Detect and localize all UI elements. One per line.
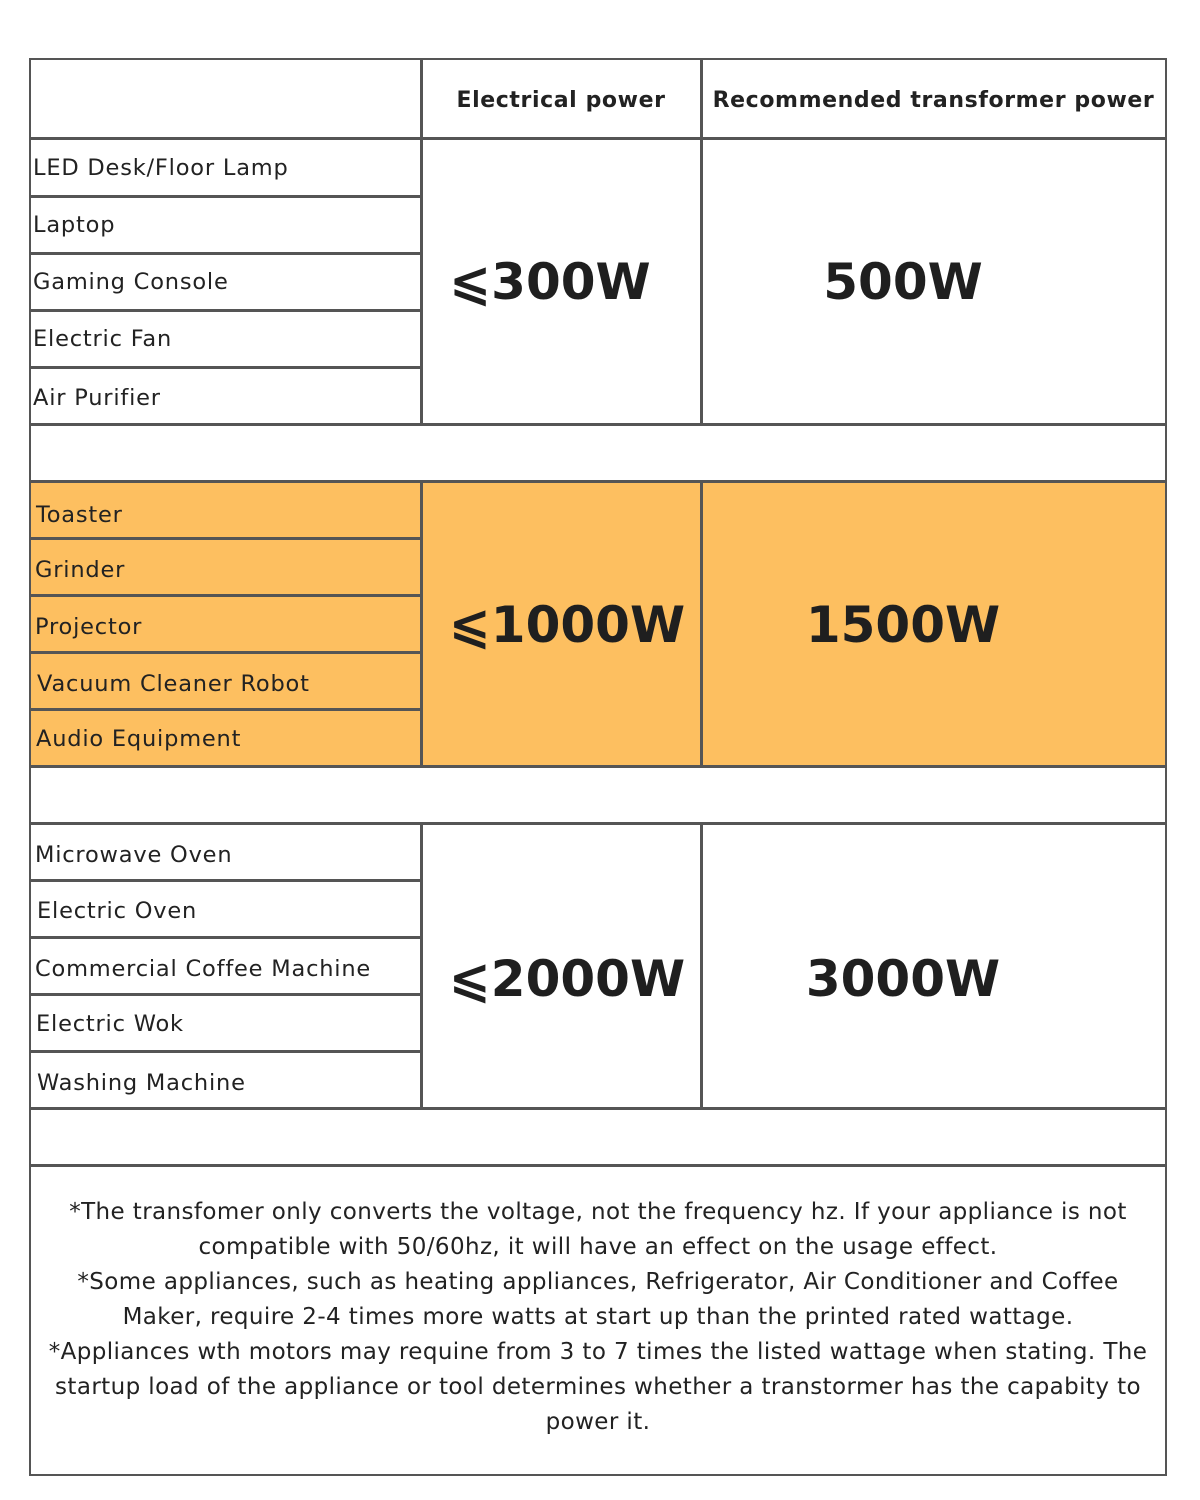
header-recommended-power: Recommended transformer power bbox=[712, 87, 1155, 113]
appliance-item: Microwave Oven bbox=[35, 841, 233, 868]
appliance-item: LED Desk/Floor Lamp bbox=[33, 154, 289, 181]
electrical-power-value: ⩽300W bbox=[449, 252, 651, 311]
appliance-item: Commercial Coffee Machine bbox=[35, 955, 372, 982]
recommended-power-value: 500W bbox=[823, 252, 983, 311]
note-frequency: *The transfomer only converts the voltage, not the frequency hz. If your appliance is not compatible with 50/60hz, it will have an effect on the usage effect. bbox=[69, 1199, 1127, 1260]
notes-block bbox=[40, 1195, 1156, 1440]
appliance-item: Audio Equipment bbox=[36, 725, 242, 752]
appliance-item: Washing Machine bbox=[37, 1069, 246, 1096]
appliance-item: Grinder bbox=[35, 556, 126, 583]
appliance-item: Gaming Console bbox=[33, 268, 229, 295]
spacer-divider bbox=[29, 1164, 1167, 1167]
appliance-item: Electric Fan bbox=[33, 325, 173, 352]
appliance-item: Projector bbox=[35, 613, 143, 640]
appliance-item: Toaster bbox=[36, 501, 123, 528]
appliance-item: Electric Wok bbox=[36, 1010, 184, 1037]
spacer-divider bbox=[29, 822, 1167, 825]
appliance-item: Laptop bbox=[33, 211, 116, 238]
recommended-power-value: 3000W bbox=[805, 949, 1001, 1008]
recommended-power-value: 1500W bbox=[805, 595, 1001, 654]
electrical-power-value: ⩽1000W bbox=[448, 595, 686, 654]
header-electrical-power: Electrical power bbox=[456, 87, 666, 113]
note-startup-heating: *Some appliances, such as heating appliances, Refrigerator, Air Conditioner and Coffee Maker, require 2-4 times more watts at start up than the printed rated wattage. bbox=[77, 1269, 1119, 1330]
appliance-item: Electric Oven bbox=[37, 897, 198, 924]
appliance-item: Vacuum Cleaner Robot bbox=[37, 670, 310, 697]
electrical-power-value: ⩽2000W bbox=[448, 949, 686, 1008]
appliance-item: Air Purifier bbox=[33, 384, 161, 411]
note-motor-startup: *Appliances wth motors may requine from 3 to 7 times the listed wattage when stating. The startup load of the appliance or tool determines whether a transtormer has the capabity to power it. bbox=[48, 1339, 1148, 1435]
